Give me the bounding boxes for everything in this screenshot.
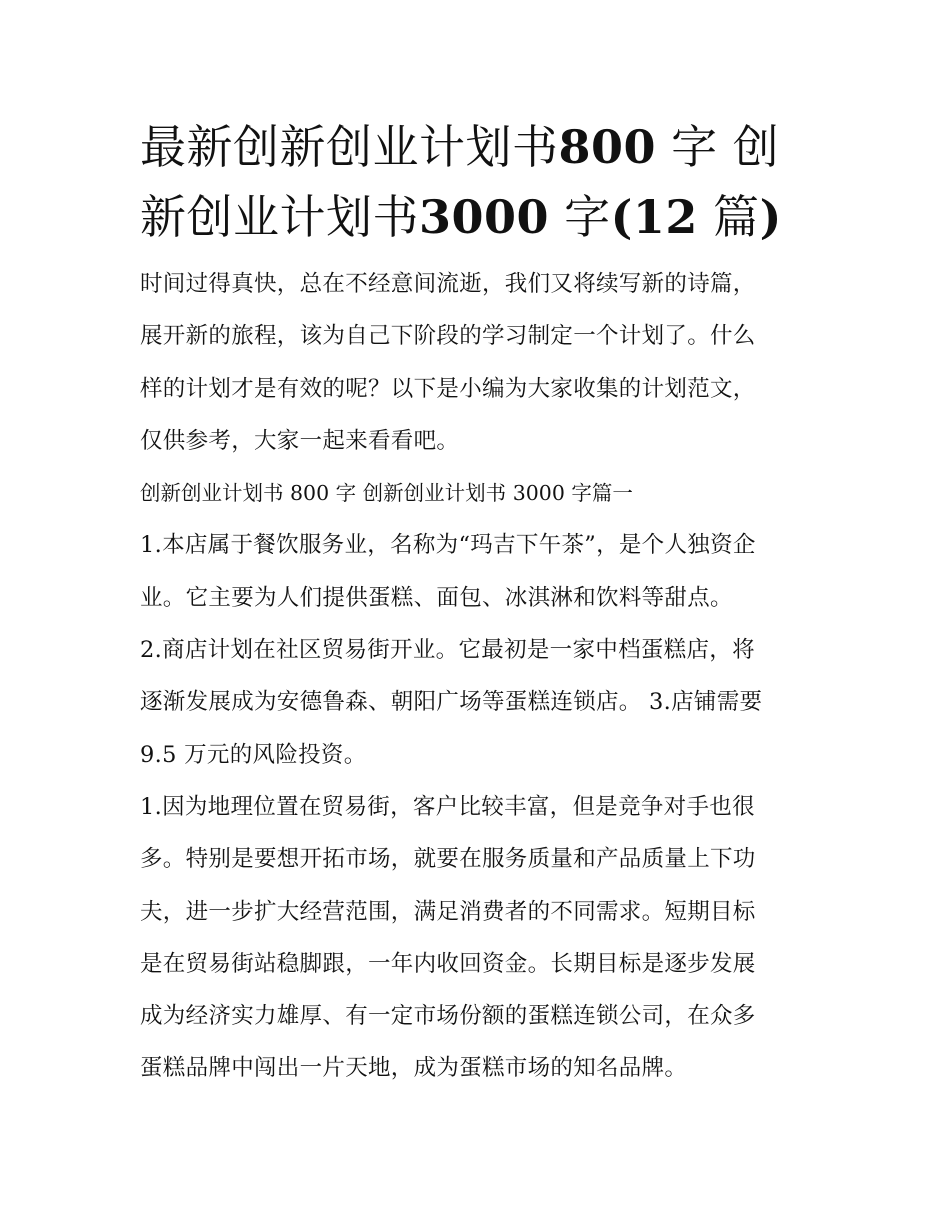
text-line: 是在贸易街站稳脚跟，一年内收回资金。长期目标是逐步发展 [140,950,756,977]
section-heading-text: 创新创业计划书 800 字 创新创业计划书 3000 字篇一 [140,481,633,506]
text-line: 展开新的旅程，该为自己下阶段的学习制定一个计划了。什么 [140,323,756,350]
title-number: ) [759,190,782,244]
text-line: 成为经济实力雄厚、有一定市场份额的蛋糕连锁公司，在众多 [140,1003,756,1030]
text-line: 多。特别是要想开拓市场，就要在服务质量和产品质量上下功 [140,846,756,873]
text-line: 1.本店属于餐饮服务业，名称为“玛吉下午茶”，是个人独资企 [140,532,756,559]
text-line: 夫，进一步扩大经营范围，满足消费者的不同需求。短期目标 [140,898,756,925]
section-heading [140,467,812,519]
text-line: 业。它主要为人们提供蛋糕、面包、冰淇淋和饮料等甜点。 [140,584,733,611]
text-line: 仅供参考，大家一起来看看吧。 [140,427,460,454]
body-paragraph-1 [140,519,812,780]
text-line: 1.因为地理位置在贸易街，客户比较丰富，但是竞争对手也很 [140,793,755,820]
text-line: 蛋糕品牌中闯出一片天地，成为蛋糕市场的知名品牌。 [140,1055,688,1082]
text-line: 逐渐发展成为安德鲁森、朝阳广场等蛋糕连锁店。 3.店铺需要 [140,689,763,716]
title-text: 最新创新创业计划书 [140,120,559,174]
text-line: 样的计划才是有效的呢？以下是小编为大家收集的计划范文， [140,375,756,402]
intro-paragraph [140,258,812,467]
title-line-1 [140,112,812,182]
title-text: 字 创 [656,120,780,174]
text-line: 2.商店计划在社区贸易街开业。它最初是一家中档蛋糕店，将 [140,637,755,664]
document-title [140,112,812,252]
title-text: 新创业计划书 [140,190,419,244]
title-text: 篇 [697,190,760,244]
title-text: 字 [549,190,611,244]
document-page [140,112,812,1095]
body-paragraph-2 [140,781,812,1095]
text-line: 时间过得真快，总在不经意间流逝，我们又将续写新的诗篇， [140,271,756,297]
title-line-2 [140,182,812,252]
title-number: 3000 [419,190,550,244]
text-line: 9.5 万元的风险投资。 [140,741,367,768]
title-number: 800 [558,120,657,174]
title-number: (12 [610,190,698,244]
